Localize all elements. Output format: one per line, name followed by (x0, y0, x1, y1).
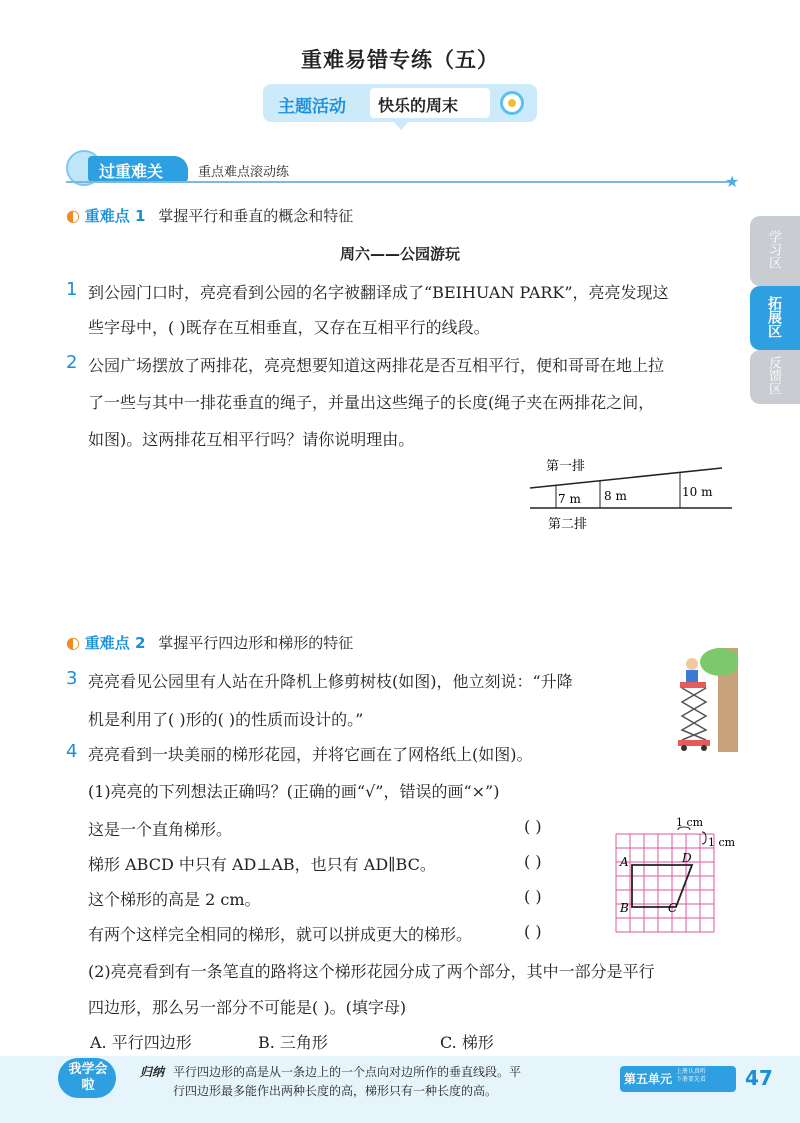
question-2-line2: 了一些与其中一排花垂直的绳子，并量出这些绳子的长度(绳子夹在两排花之间， (88, 393, 655, 412)
magnifier-icon: ◐ (66, 206, 80, 225)
question-3-num: 3 (66, 668, 78, 689)
unit-small-line2: 下册要先看 (676, 1076, 707, 1083)
vertex-a: A (620, 855, 629, 869)
question-4-sub2-line2: 四边形，那么另一部分不可能是( )。(填字母) (88, 998, 407, 1017)
unit-label: 第五单元 (624, 1072, 673, 1086)
vertex-c: C (668, 901, 678, 915)
question-2-num: 2 (66, 352, 78, 373)
section-divider (66, 181, 734, 183)
row-1-label: 第一排 (546, 459, 586, 474)
unit-small-line1: 上册认真听 (676, 1068, 707, 1075)
page-title: 重难易错专练（五） (301, 48, 499, 72)
trapezoid-grid-figure (600, 810, 740, 936)
question-2-line1: 公园广场摆放了两排花，亮亮想要知道这两排花是否互相平行，便和哥哥在地上拉 (88, 356, 665, 375)
rope-3-length: 10 m (682, 485, 713, 499)
key-point-2-num: 重难点 2 (84, 634, 146, 652)
theme-text: 快乐的周末 (378, 96, 459, 115)
key-point-1 (66, 205, 353, 226)
theme-label: 主题活动 (278, 97, 346, 117)
subheading: 周六——公园游玩 (339, 245, 460, 263)
vertex-d: D (682, 851, 692, 865)
wheel-left (681, 745, 687, 751)
statement-3: 这个梯形的高是 2 cm。 (88, 890, 261, 909)
question-1-line2: 些字母中，( )既存在互相垂直，又存在互相平行的线段。 (88, 318, 490, 337)
footer-note-line2: 行四边形最多能作出两种长度的高，梯形只有一种长度的高。 (173, 1084, 498, 1098)
worker-body (686, 670, 698, 684)
tree-leaves (700, 648, 738, 676)
question-4-sub2-line1: (2)亮亮看到有一条笔直的路将这个梯形花园分成了两个部分，其中一部分是平行 (88, 962, 655, 981)
statement-2: 梯形 ABCD 中只有 AD⊥AB，也只有 AD∥BC。 (88, 855, 436, 874)
tab-study-label: 学习区 (766, 230, 781, 269)
magnifier-icon: ◐ (66, 633, 80, 652)
question-4-sub1: (1)亮亮的下列想法正确吗？(正确的画“√”，错误的画“×”) (88, 782, 500, 801)
footer-note (173, 1063, 603, 1101)
scissor-lift-illustration (672, 648, 738, 752)
scale-label-top: 1 cm (676, 816, 704, 829)
flower-rows-figure (520, 452, 740, 542)
question-1-line1: 到公园门口时，亮亮看到公园的名字被翻译成了“BEIHUAN PARK”，亮亮发现这 (88, 283, 669, 302)
lift-base (678, 740, 710, 746)
key-point-2-text: 掌握平行四边形和梯形的特征 (158, 634, 354, 652)
trapezoid-abcd (632, 865, 692, 907)
footer-note-line1: 平行四边形的高是从一条边上的一个点向对边所作的垂直线段。平 (173, 1065, 522, 1079)
worker-head (686, 658, 698, 670)
target-icon (500, 91, 524, 115)
question-3-line2: 机是利用了( )形的( )的性质而设计的。” (88, 710, 364, 729)
answer-paren-1[interactable]: ( ) (524, 817, 542, 836)
question-1-num: 1 (66, 279, 78, 300)
tab-feedback[interactable] (750, 350, 800, 404)
answer-paren-2[interactable]: ( ) (524, 852, 542, 871)
question-4-num: 4 (66, 741, 78, 762)
tab-extend-label: 拓展区 (766, 296, 782, 338)
platform (680, 682, 706, 688)
section-subtitle: 重点难点滚动练 (198, 165, 290, 180)
statement-1: 这是一个直角梯形。 (88, 820, 233, 839)
rope-1-length: 7 m (558, 492, 581, 506)
answer-paren-3[interactable]: ( ) (524, 887, 542, 906)
theme-pointer (392, 120, 410, 130)
question-4-line1: 亮亮看到一块美丽的梯形花园，并将它画在了网格纸上(如图)。 (88, 745, 533, 764)
key-point-1-text: 掌握平行和垂直的概念和特征 (158, 207, 354, 225)
unit-small-text (676, 1068, 706, 1084)
page-number: 47 (745, 1066, 773, 1090)
key-point-1-num: 重难点 1 (84, 207, 146, 225)
section-tag-text: 过重难关 (99, 162, 164, 181)
key-point-2 (66, 632, 353, 653)
scale-label-right: 1 cm (708, 836, 736, 849)
question-3-line1: 亮亮看见公园里有人站在升降机上修剪树枝(如图)，他立刻说：“升降 (88, 672, 573, 691)
vertex-b: B (620, 901, 629, 915)
scissor-arms (682, 688, 706, 740)
row-2-label: 第二排 (548, 517, 588, 532)
option-b: B. 三角形 (258, 1033, 328, 1052)
option-c: C. 梯形 (440, 1033, 494, 1052)
option-a: A. 平行四边形 (90, 1033, 192, 1052)
star-icon: ★ (725, 172, 740, 191)
grid-lines (616, 834, 714, 932)
answer-paren-4[interactable]: ( ) (524, 922, 542, 941)
statement-4: 有两个这样完全相同的梯形，就可以拼成更大的梯形。 (88, 925, 473, 944)
footer-tag-text: 我学会啦 (68, 1062, 108, 1093)
tab-feedback-label: 反馈区 (766, 356, 781, 395)
wheel-right (701, 745, 707, 751)
question-2-line3: 如图)。这两排花互相平行吗？请你说明理由。 (88, 430, 415, 449)
tab-extend[interactable] (750, 286, 800, 350)
rope-2-length: 8 m (604, 489, 627, 503)
footer-note-title: 归纳 (140, 1065, 165, 1079)
